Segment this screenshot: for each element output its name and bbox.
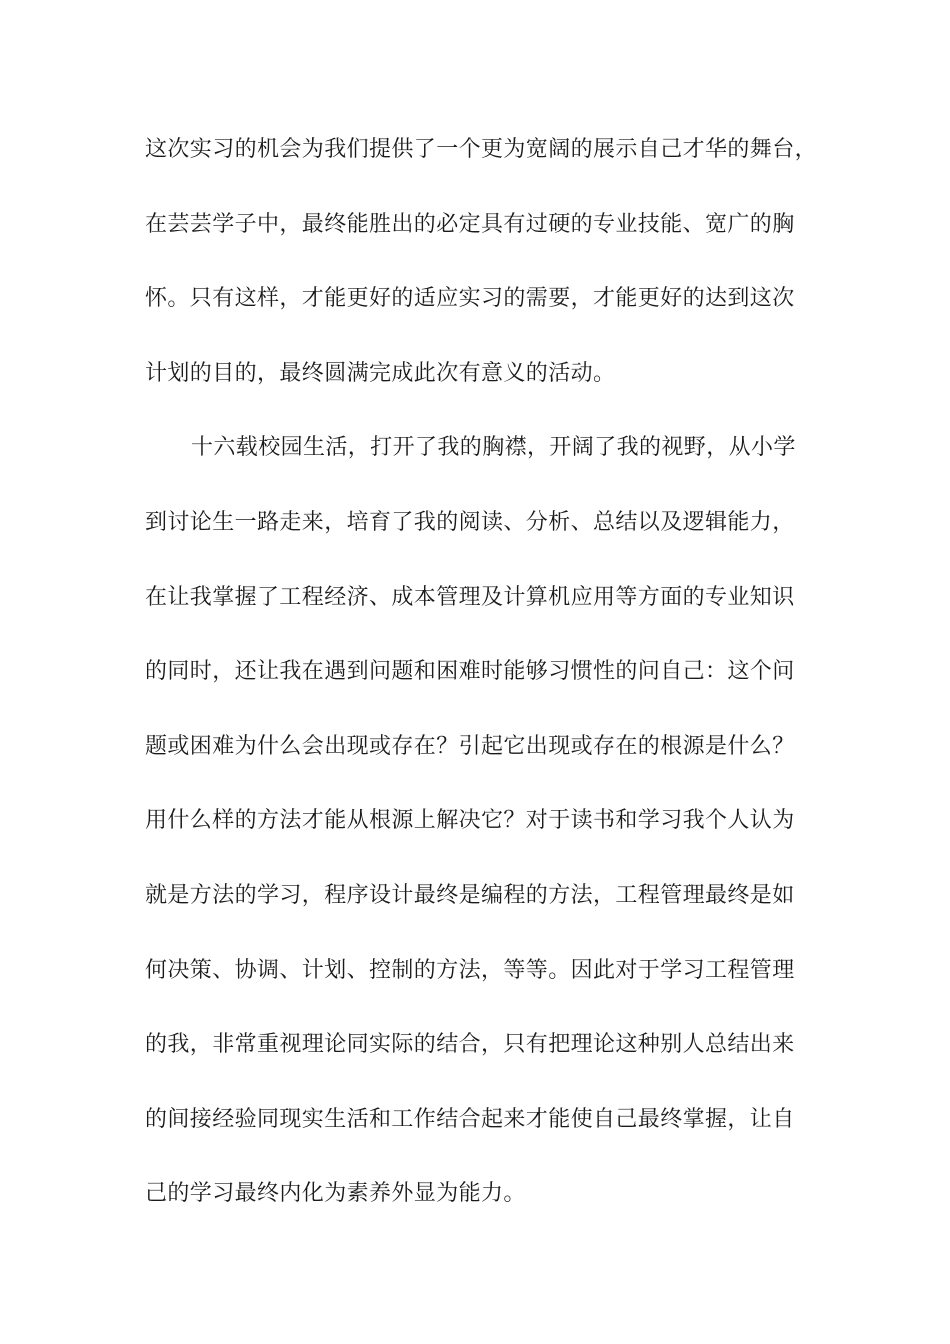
text-line: 的同时，还让我在遇到问题和困难时能够习惯性的问自己：这个问 bbox=[145, 659, 795, 685]
text-line: 在让我掌握了工程经济、成本管理及计算机应用等方面的专业知识 bbox=[145, 584, 795, 610]
paragraph-1 bbox=[145, 128, 825, 426]
text-line: 计划的目的，最终圆满完成此次有意义的活动。 bbox=[145, 360, 616, 386]
text-line: 己的学习最终内化为素养外显为能力。 bbox=[145, 1181, 526, 1207]
text-line: 题或困难为什么会出现或存在？引起它出现或存在的根源是什么？ bbox=[145, 733, 795, 759]
text-line: 在芸芸学子中，最终能胜出的必定具有过硬的专业技能、宽广的胸 bbox=[145, 211, 795, 237]
paragraph-2 bbox=[145, 426, 825, 1247]
text-line: 用什么样的方法才能从根源上解决它？对于读书和学习我个人认为 bbox=[145, 808, 795, 834]
text-line: 这次实习的机会为我们提供了一个更为宽阔的展示自己才华的舞台， bbox=[145, 137, 818, 162]
text-line: 的间接经验同现实生活和工作结合起来才能使自己最终掌握，让自 bbox=[145, 1106, 795, 1132]
text-line: 的我，非常重视理论同实际的结合，只有把理论这种别人总结出来 bbox=[145, 1032, 795, 1058]
text-line: 十六载校园生活，打开了我的胸襟，开阔了我的视野，从小学 bbox=[191, 435, 796, 461]
text-line: 到讨论生一路走来，培育了我的阅读、分析、总结以及逻辑能力， bbox=[145, 509, 795, 535]
document-body bbox=[145, 128, 825, 1247]
text-line: 何决策、协调、计划、控制的方法，等等。因此对于学习工程管理 bbox=[145, 957, 795, 983]
text-line: 就是方法的学习，程序设计最终是编程的方法，工程管理最终是如 bbox=[145, 882, 795, 908]
text-line: 怀。只有这样，才能更好的适应实习的需要，才能更好的达到这次 bbox=[145, 286, 795, 312]
